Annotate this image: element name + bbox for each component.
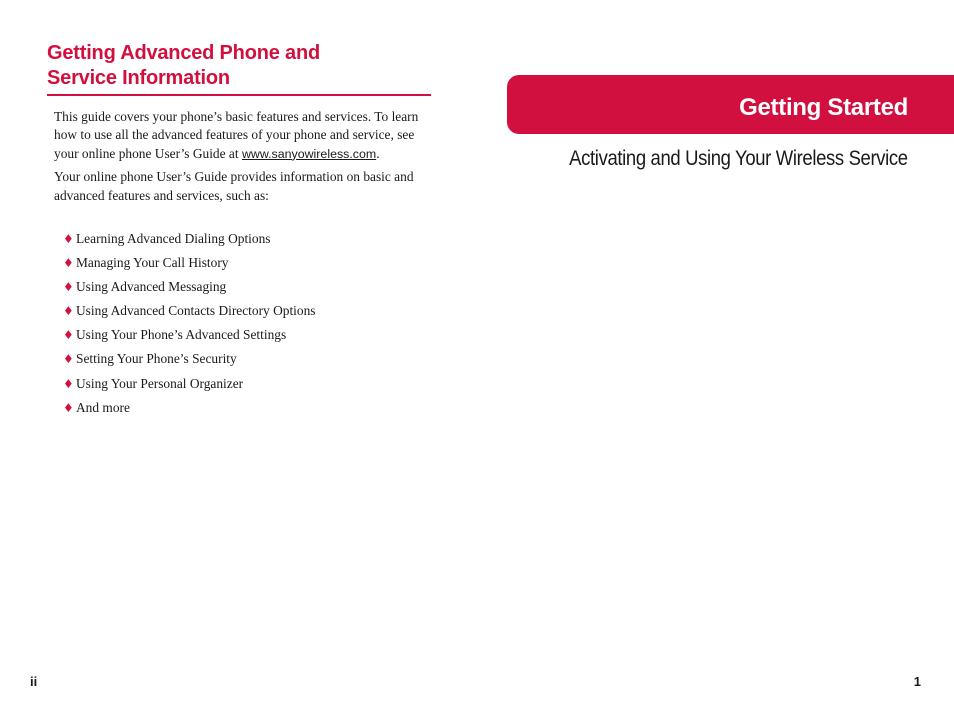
section-heading-line-2: Service Information <box>47 67 230 89</box>
heading-rule <box>47 94 431 96</box>
diamond-bullet-icon: ♦ <box>63 328 74 343</box>
list-item-text: Managing Your Call History <box>76 255 229 271</box>
list-item-text: Using Your Personal Organizer <box>76 375 244 391</box>
diamond-bullet-icon: ♦ <box>63 400 74 415</box>
intro-text: This guide covers your phone’s basic features and services. To learn how to use all the advanced features of your phone and service, see your online phone User’s Guide at <box>54 109 419 161</box>
list-item <box>63 325 316 349</box>
list-item <box>63 229 316 253</box>
section-title: Getting Started <box>739 94 908 121</box>
intro-text-end: . <box>376 145 380 161</box>
page-number-right: 1 <box>913 674 921 689</box>
section-heading-line-1: Getting Advanced Phone and <box>47 42 320 64</box>
feature-list <box>63 229 316 422</box>
intro-paragraph <box>54 108 434 163</box>
list-item <box>63 277 316 301</box>
diamond-bullet-icon: ♦ <box>63 352 74 367</box>
diamond-bullet-icon: ♦ <box>63 280 74 295</box>
list-item <box>63 374 316 398</box>
sanyowireless-link[interactable]: www.sanyowireless.com <box>241 146 377 161</box>
section-subtitle: Activating and Using Your Wireless Service <box>569 147 908 170</box>
list-item-text: Setting Your Phone’s Security <box>76 351 237 367</box>
diamond-bullet-icon: ♦ <box>63 232 74 246</box>
list-item <box>63 301 316 325</box>
list-item-text: Using Advanced Messaging <box>76 279 227 295</box>
diamond-bullet-icon: ♦ <box>63 304 74 319</box>
section-heading <box>47 41 431 91</box>
diamond-bullet-icon: ♦ <box>63 256 74 271</box>
list-item-text: And more <box>76 399 130 415</box>
list-item <box>63 398 316 422</box>
diamond-bullet-icon: ♦ <box>63 376 74 391</box>
right-page <box>477 0 954 716</box>
body-copy <box>54 108 434 210</box>
list-item <box>63 349 316 373</box>
list-item-text: Using Advanced Contacts Directory Options <box>76 303 316 319</box>
list-item-text: Using Your Phone’s Advanced Settings <box>76 327 287 343</box>
list-item-text: Learning Advanced Dialing Options <box>76 231 271 246</box>
features-paragraph: Your online phone User’s Guide provides information on basic and advanced features and services, such as: <box>54 169 414 203</box>
page-number-left: ii <box>30 674 38 689</box>
list-item <box>63 253 316 277</box>
